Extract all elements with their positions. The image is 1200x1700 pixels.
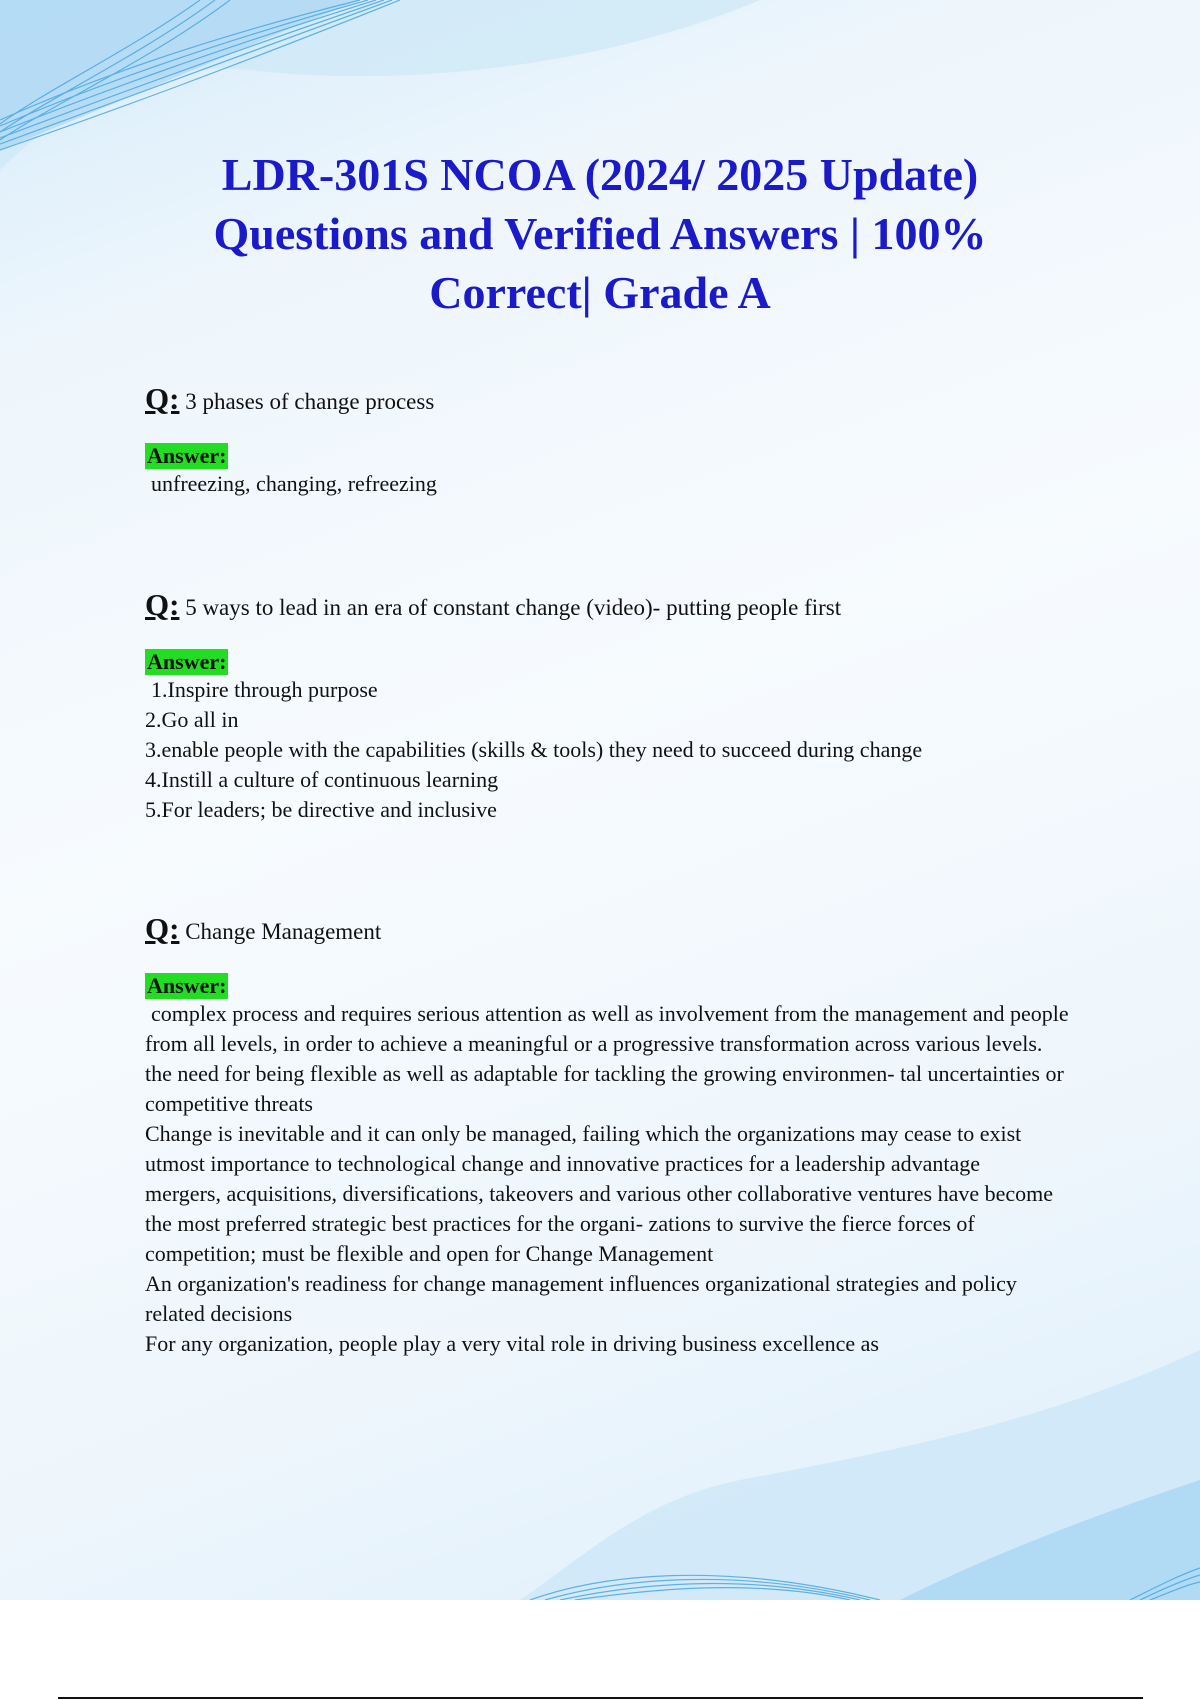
question-text: 5 ways to lead in an era of constant change (video)- putting people first [185, 595, 842, 620]
question-label: Q: [145, 911, 180, 946]
question-label: Q: [145, 381, 180, 416]
answer-line: 5.For leaders; be directive and inclusive [145, 797, 497, 822]
title-line: LDR-301S NCOA (2024/ 2025 Update) [221, 149, 979, 200]
document-title [150, 145, 1050, 322]
answer-paragraph: utmost importance to technological change and innovative practices for a leadership advantage [145, 1151, 981, 1176]
question [145, 911, 1075, 946]
question-label: Q: [145, 587, 180, 622]
answer-line: 1.Inspire through purpose [151, 677, 378, 702]
answer-line: 3.enable people with the capabilities (skills & tools) they need to succeed during change [145, 737, 923, 762]
answer-line: 4.Instill a culture of continuous learning [145, 767, 499, 792]
qa-item [145, 911, 1075, 1359]
answer-label: Answer: [147, 973, 227, 998]
answer-paragraph: An organization's readiness for change management influences organizational strategies and policy related decisions [145, 1271, 1017, 1326]
question [145, 381, 1075, 416]
answer-paragraph: the need for being flexible as well as adaptable for tackling the growing environmen- tal uncertainties or competitive threats [145, 1061, 1064, 1116]
answer-paragraph: For any organization, people play a very vital role in driving business excellence as [145, 1331, 879, 1356]
footer-rule [58, 1697, 1143, 1699]
question-text: Change Management [185, 919, 382, 944]
question [145, 587, 1075, 622]
title-line: Questions and Verified Answers | 100% [213, 208, 987, 259]
qa-list [145, 381, 1075, 1359]
answer-label: Answer: [147, 649, 227, 674]
answer-text: unfreezing, changing, refreezing [151, 471, 437, 496]
question-text: 3 phases of change process [185, 389, 435, 414]
answer-label: Answer: [147, 443, 227, 468]
qa-item [145, 587, 1075, 825]
answer-line: 2.Go all in [145, 707, 239, 732]
answer-paragraph: mergers, acquisitions, diversifications, takeovers and various other collaborative ventures have become the most preferred strategic best practices for the organi- zations to survive the fierce forces of competition; must be flexible and open for Change Management [145, 1181, 1054, 1266]
answer-paragraph: Change is inevitable and it can only be managed, failing which the organizations may cease to exist [145, 1121, 1022, 1146]
answer-paragraph: complex process and requires serious attention as well as involvement from the management and people from all levels, in order to achieve a meaningful or a progressive transformation across various levels. [145, 1001, 1069, 1056]
qa-item [145, 381, 1075, 499]
title-line: Correct| Grade A [429, 267, 771, 318]
